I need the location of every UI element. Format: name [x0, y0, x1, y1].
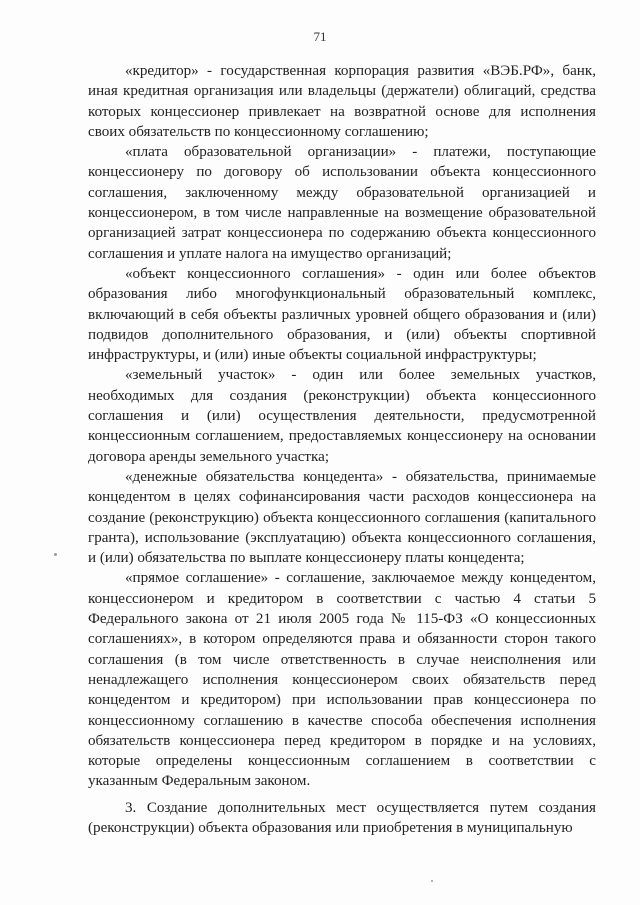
document-body: [88, 61, 596, 838]
clause-3: 3. Создание дополнительных мест осуществляется путем создания (реконструкции) объекта образования или приобретения в муниципальную: [88, 799, 596, 836]
page-number: 71: [313, 29, 327, 44]
definition-direct-agreement: «прямое соглашение» - соглашение, заключаемое между концедентом, концессионером и кредитором в соответствии с частью 4 статьи 5 Федерального закона от 21 июля 2005 года № 115-ФЗ «О концессионных соглашениях», в котором определяются права и обязанности сторон такого соглашения (в том числе ответственность в случае неисполнения или ненадлежащего исполнения концессионером своих обязательств перед концедентом и кредитором) при использовании прав концессионера по концессионному соглашению в качестве способа обеспечения исполнения обязательств концессионера перед кредитором в порядке и на условиях, которые определены концессионным соглашением в соответствии с указанным Федеральным законом.: [88, 570, 596, 790]
definition-land-plot: «земельный участок» - один или более земельных участков, необходимых для создания (реконструкции) объекта концессионного соглашения и (или) осуществления деятельности, предусмотренной концессионным соглашением, предоставляемых концессионеру на основании договора аренды земельного участка;: [88, 367, 596, 465]
definition-grantor-monetary-obligations: «денежные обязательства концедента» - обязательства, принимаемые концедентом в целях софинансирования части расходов концессионера на создание (реконструкцию) объекта концессионного соглашения (капитального гранта), использование (эксплуатацию) объекта концессионного соглашения, и (или) обязательства по выплате концессионеру платы концедента;: [88, 468, 596, 567]
scan-speck: [54, 553, 57, 556]
definition-educational-organization-fee: «плата образовательной организации» - платежи, поступающие концессионеру по договору об использовании объекта концессионного соглашения, заключенному между образовательной организацией и концессионером, в том числе направленные на возмещение образовательной организацией затрат концессионера по содержанию объекта концессионного соглашения и уплате налога на имущество организаций;: [88, 144, 596, 262]
scan-speck: [431, 880, 433, 882]
definition-concession-object: «объект концессионного соглашения» - один или более объектов образования либо многофункциональный образовательный комплекс, включающий в себя объекты различных уровней общего образования и (или) подвидов дополнительного образования, и (или) объекты спортивной инфраструктуры, и (или) иные объекты социальной инфраструктуры;: [88, 265, 596, 364]
definition-creditor: «кредитор» - государственная корпорация развития «ВЭБ.РФ», банк, иная кредитная организация или владельцы (держатели) облигаций, средства которых концессионер привлекает на возвратной основе для исполнения своих обязательств по концессионному соглашению;: [88, 63, 596, 140]
